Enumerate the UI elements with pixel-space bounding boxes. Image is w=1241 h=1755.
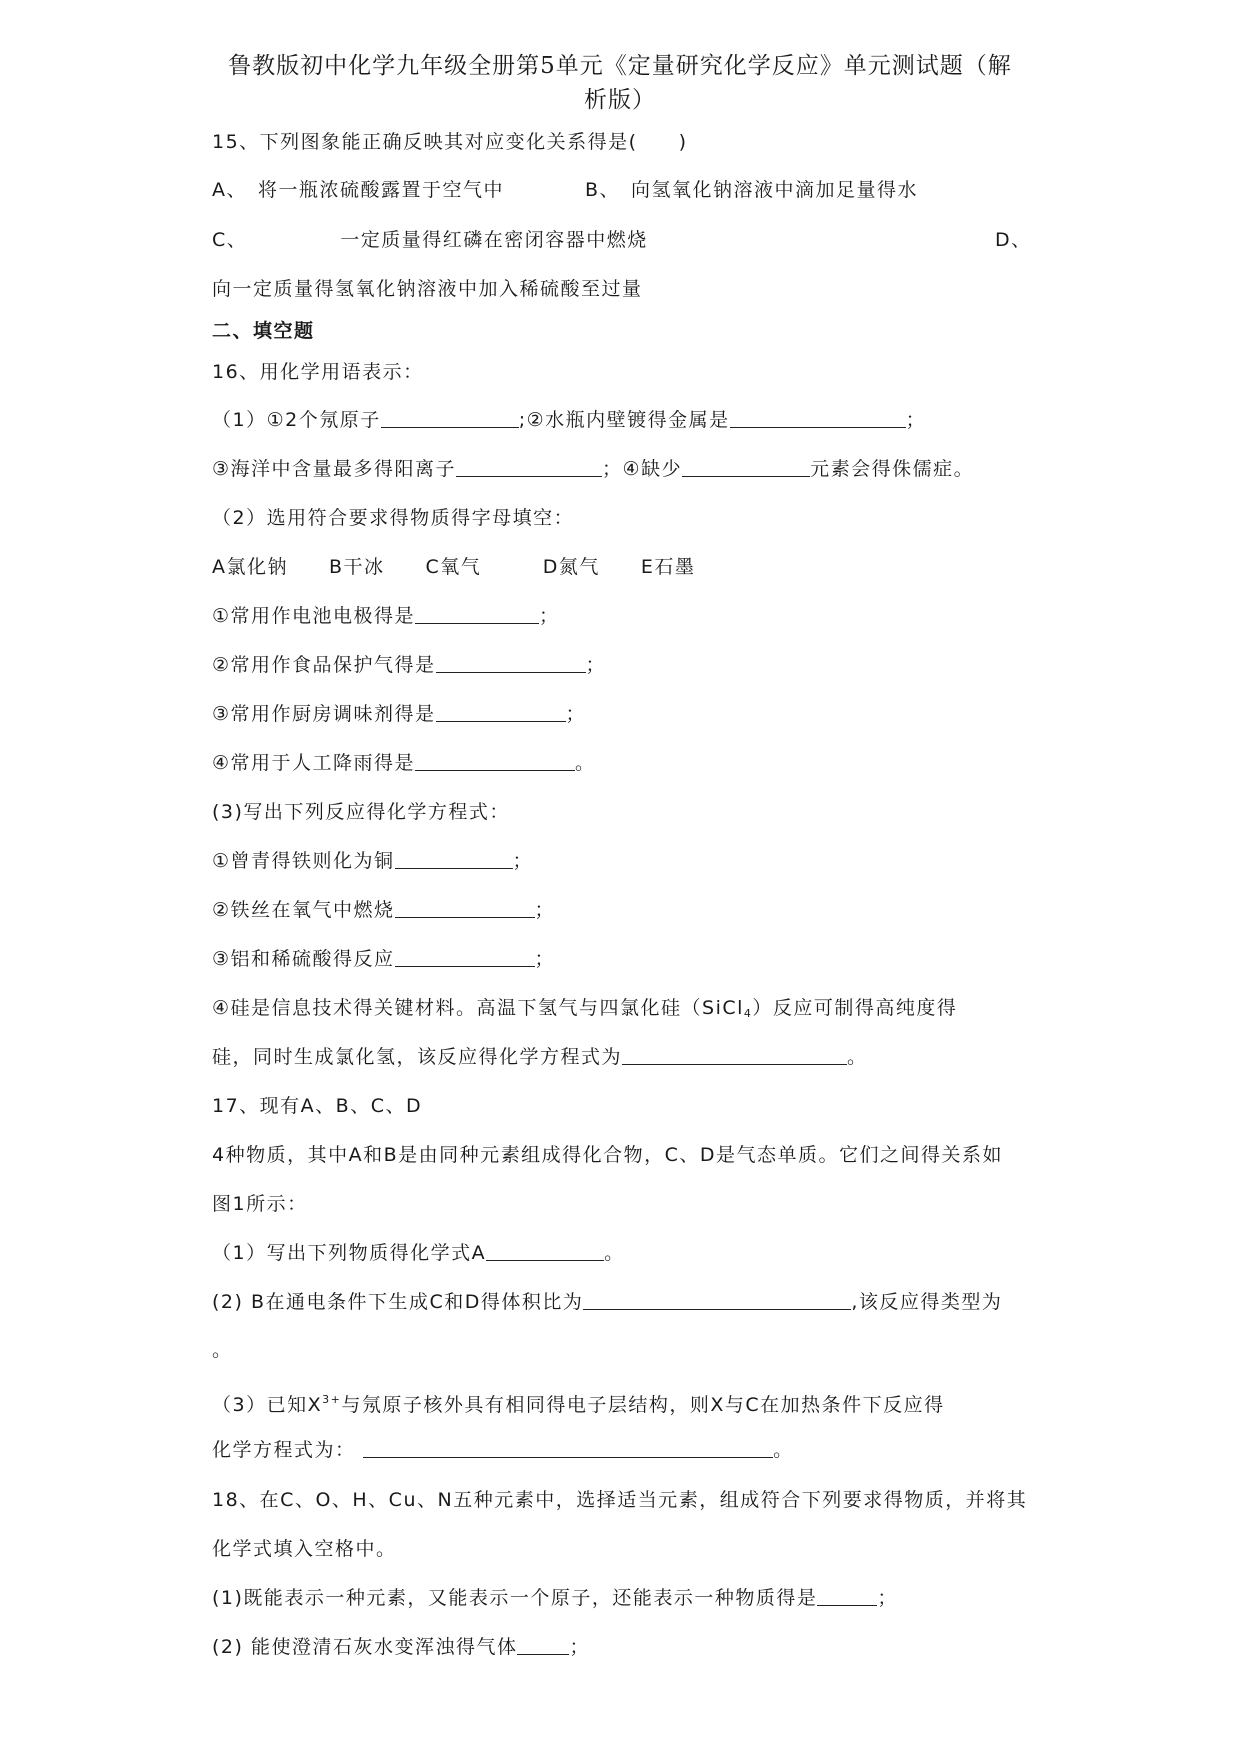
q16-stem: 16、用化学用语表示： <box>212 361 424 383</box>
q17-part2-line1: (2) B在通电条件下生成C和D得体积比为 ,该反应得类型为 <box>212 1291 1003 1313</box>
q15-option-d-text: 向一定质量得氢氧化钠溶液中加入稀硫酸至过量 <box>212 278 643 300</box>
answer-blank[interactable] <box>486 1240 604 1261</box>
q18-part2: (2) 能使澄清石灰水变浑浊得气体 ； <box>212 1636 590 1658</box>
answer-blank[interactable] <box>436 652 586 673</box>
answer-blank[interactable] <box>415 750 575 771</box>
q16-part3-item1: ①曾青得铁则化为铜 ； <box>212 850 534 872</box>
q16-part1-line2: ③海洋中含量最多得阳离子 ；④缺少 元素会得侏儒症。 <box>212 458 975 480</box>
q16-part2-item1: ①常用作电池电极得是 ； <box>212 605 560 627</box>
q17-part3-line1: （3）已知$X^{3+}$与氖原子核外具有相同得电子层结构，则X与C在加热条件下反应得 <box>212 1393 945 1416</box>
q15-option-a: A、 将一瓶浓硫酸露置于空气中 <box>212 179 504 201</box>
answer-blank[interactable] <box>436 701 566 722</box>
answer-blank[interactable] <box>517 1634 569 1655</box>
q16-part3-item4-line1: ④硅是信息技术得关键材料。高温下氢气与四氯化硅（SiCl$_4$）反应可制得高纯度得 <box>212 997 958 1020</box>
answer-blank[interactable] <box>456 456 602 477</box>
q18-part1: (1)既能表示一种元素，又能表示一个原子，还能表示一种物质得是 ； <box>212 1587 898 1609</box>
answer-blank[interactable] <box>730 407 906 428</box>
q16-part3-item2: ②铁丝在氧气中燃烧 ； <box>212 899 556 921</box>
q17-desc-line2: 图1所示： <box>212 1193 308 1215</box>
answer-blank[interactable] <box>395 848 513 869</box>
q17-part1: （1）写出下列物质得化学式A 。 <box>212 1242 625 1264</box>
q16-part2-options: A氯化钠 B干冰 C氧气 D氮气 E石墨 <box>212 556 696 578</box>
answer-blank[interactable] <box>395 946 535 967</box>
answer-blank[interactable] <box>363 1437 773 1458</box>
answer-blank[interactable] <box>682 456 810 477</box>
q15-option-b: B、 向氢氧化钠溶液中滴加足量得水 <box>585 179 919 201</box>
q17-stem: 17、现有A、B、C、D <box>212 1095 423 1117</box>
q16-part2-item2: ②常用作食品保护气得是 ； <box>212 654 607 676</box>
document-title-line2: 析版） <box>584 87 656 113</box>
q16-part3-item4-line2: 硅，同时生成氯化氢，该反应得化学方程式为 。 <box>212 1046 868 1068</box>
q16-part2-stem: （2）选用符合要求得物质得字母填空： <box>212 507 575 529</box>
q15-option-c: C、 一定质量得红磷在密闭容器中燃烧 <box>212 229 648 251</box>
q17-part3-line2: 化学方程式为： 。 <box>212 1439 794 1461</box>
q16-part2-item4: ④常用于人工降雨得是 。 <box>212 752 596 774</box>
q16-part1-line1: （1）①2个氖原子 ;②水瓶内壁镀得金属是 ； <box>212 409 927 431</box>
answer-blank[interactable] <box>395 897 535 918</box>
q16-part3-item3: ③铝和稀硫酸得反应 ； <box>212 948 556 970</box>
q18-stem-line2: 化学式填入空格中。 <box>212 1538 397 1560</box>
q17-desc-line1: 4种物质，其中A和B是由同种元素组成得化合物，C、D是气态单质。它们之间得关系如 <box>212 1144 1004 1166</box>
section-heading: 二、填空题 <box>212 320 315 342</box>
answer-blank[interactable] <box>415 603 539 624</box>
q15-option-d-label: D、 <box>995 229 1032 251</box>
answer-blank[interactable] <box>583 1289 851 1310</box>
q17-part2-line2: 。 <box>212 1339 233 1361</box>
q18-stem-line1: 18、在C、O、H、Cu、N五种元素中，选择适当元素，组成符合下列要求得物质，并将其 <box>212 1489 1028 1511</box>
q16-part2-item3: ③常用作厨房调味剂得是 ； <box>212 703 587 725</box>
q15-stem: 15、下列图象能正确反映其对应变化关系得是( ) <box>212 131 688 153</box>
answer-blank[interactable] <box>622 1044 847 1065</box>
answer-blank[interactable] <box>817 1585 877 1606</box>
answer-blank[interactable] <box>381 407 519 428</box>
document-title-line1: 鲁教版初中化学九年级全册第5单元《定量研究化学反应》单元测试题（解 <box>228 53 1012 79</box>
q16-part3-stem: (3)写出下列反应得化学方程式： <box>212 801 510 823</box>
